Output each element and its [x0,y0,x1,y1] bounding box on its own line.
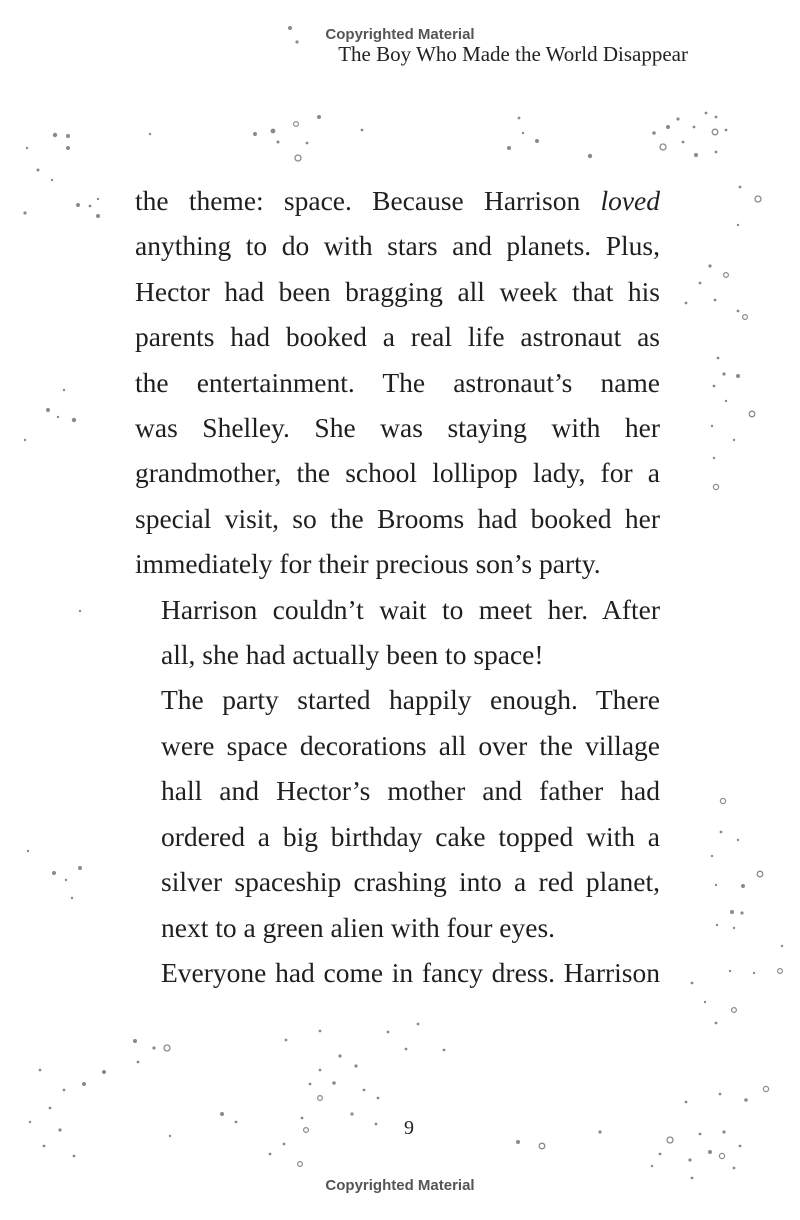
paragraph-2 [135,587,660,678]
text-line: Hector had been bragging all week that his [135,275,660,307]
copyright-watermark-top: Copyrighted Material [325,26,475,43]
text-line: Harrison couldn’t wait to meet her. After [161,593,660,625]
text-line: grandmother, the school lollipop lady, for a [135,457,660,489]
text-line: special visit, so the Brooms had booked her [135,502,660,534]
body-text [135,178,660,995]
text-line: Everyone had come in fancy dress. Harrison [161,956,660,988]
text-line: immediately for their precious son’s party. [135,548,601,580]
text-line: hall and Hector’s mother and father had [161,775,660,807]
text-line: anything to do with stars and planets. Plus, [135,230,660,262]
emphasis-word: loved [600,185,660,216]
text-line: were space decorations all over the village [161,729,660,761]
text-line: next to a green alien with four eyes. [161,911,556,943]
text-line: parents had booked a real life astronaut as [135,321,660,353]
text-line: silver spaceship crashing into a red planet, [161,866,660,898]
text-line: the entertainment. The astronaut’s name [135,366,660,398]
text-line: was Shelley. She was staying with her [135,412,660,444]
text-line: ordered a big birthday cake topped with a [161,820,660,852]
paragraph-3 [135,677,660,949]
text-line: The party started happily enough. There [161,684,660,716]
copyright-watermark-bottom: Copyrighted Material [325,1177,475,1194]
page-number: 9 [404,1117,414,1139]
paragraph-1 [135,178,660,587]
running-head-title: The Boy Who Made the World Disappear [338,42,688,66]
paragraph-4 [135,950,660,995]
text-line: the theme: space. Because Harrison loved [135,185,660,216]
text-line: all, she had actually been to space! [161,639,544,671]
